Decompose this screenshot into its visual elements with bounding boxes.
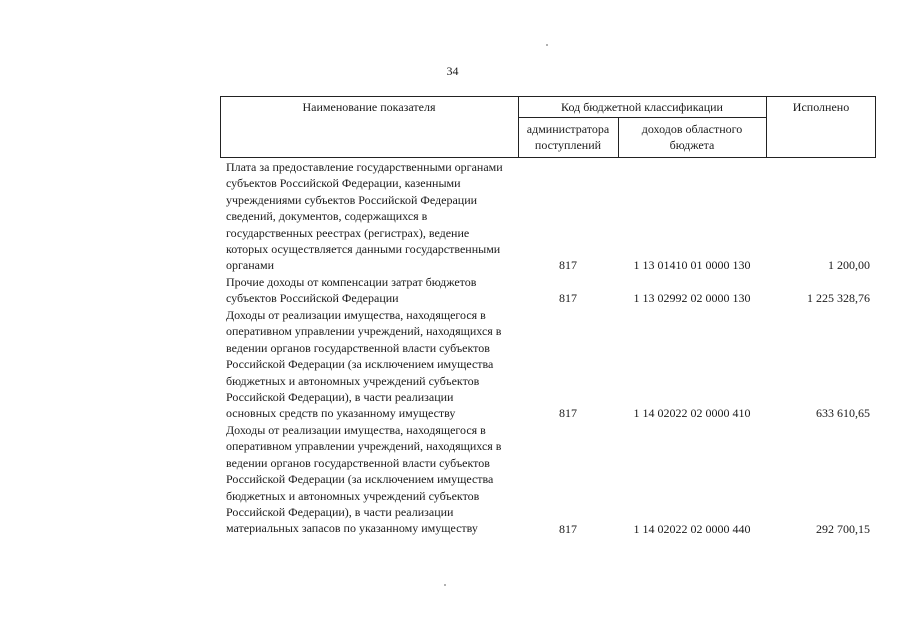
- row-name-line: оперативном управлении учреждений, находящихся в: [226, 439, 502, 454]
- row-administrator: 817: [559, 522, 577, 536]
- row-name-line: государственных реестрах (регистрах), ведение: [226, 225, 470, 240]
- row-value: 292 700,15: [816, 522, 870, 536]
- row-name-line: субъектов Российской Федерации: [226, 291, 399, 306]
- row-administrator: 817: [559, 258, 577, 272]
- row-administrator: 817: [559, 291, 577, 305]
- row-name-line: бюджетных и автономных учреждений субъектов: [226, 488, 480, 503]
- row-name-line: Плата за предоставление государственными органами: [226, 160, 503, 174]
- row-name-line: основных средств по указанному имуществу: [226, 406, 456, 421]
- row-name-line: субъектов Российской Федерации, казенными: [226, 176, 461, 191]
- row-name-line: учреждениями субъектов Российской Федерации: [226, 192, 478, 207]
- row-name-line: сведений, документов, содержащихся в: [226, 209, 428, 224]
- header-col-divider-1: [518, 96, 519, 158]
- row-code: 1 13 01410 01 0000 130: [633, 258, 751, 272]
- header-subdivider: [518, 117, 766, 118]
- row-code: 1 14 02022 02 0000 410: [633, 406, 751, 420]
- header-name: Наименование показателя: [302, 100, 436, 114]
- header-administrator: администратора поступлений: [526, 122, 610, 152]
- row-name-line: бюджетных и автономных учреждений субъектов: [226, 373, 480, 388]
- row-name-line: оперативном управлении учреждений, находящихся в: [226, 324, 502, 339]
- header-executed: Исполнено: [792, 100, 850, 114]
- row-name-line: Российской Федерации (за исключением имущества: [226, 472, 494, 487]
- header-right-border: [875, 96, 876, 158]
- header-top-border: [220, 96, 876, 97]
- row-name: [226, 159, 526, 274]
- row-name-line: ведении органов государственной власти субъектов: [226, 340, 490, 355]
- row-name-line: Российской Федерации), в части реализации: [226, 505, 454, 520]
- row-name-line: органами: [226, 258, 275, 273]
- scan-speck: [546, 44, 548, 46]
- row-code: 1 13 02992 02 0000 130: [633, 291, 751, 305]
- row-name-line: Российской Федерации (за исключением имущества: [226, 357, 494, 372]
- header-col-divider-3: [766, 96, 767, 158]
- row-value: 1 200,00: [828, 258, 870, 272]
- row-name-line: материальных запасов по указанному имуществу: [226, 521, 478, 536]
- row-name: [226, 422, 526, 537]
- row-code: 1 14 02022 02 0000 440: [633, 522, 751, 536]
- row-name-line: Российской Федерации), в части реализации: [226, 390, 454, 405]
- row-name: [226, 274, 526, 307]
- row-name-line: Доходы от реализации имущества, находящегося в: [226, 423, 486, 437]
- row-name: [226, 307, 526, 422]
- row-name-line: которых осуществляется данными государственными: [226, 242, 501, 257]
- header-regional-income: доходов областного бюджета: [641, 122, 743, 152]
- row-value: 633 610,65: [816, 406, 870, 420]
- header-budget-code: Код бюджетной классификации: [561, 100, 723, 114]
- page-number: 34: [446, 64, 459, 78]
- row-name-line: Прочие доходы от компенсации затрат бюджетов: [226, 275, 477, 289]
- row-value: 1 225 328,76: [807, 291, 870, 305]
- header-bottom-border: [220, 157, 876, 158]
- row-administrator: 817: [559, 406, 577, 420]
- row-name-line: ведении органов государственной власти субъектов: [226, 455, 490, 470]
- row-name-line: Доходы от реализации имущества, находящегося в: [226, 308, 486, 322]
- header-col-divider-2: [618, 117, 619, 158]
- header-left-border: [220, 96, 221, 158]
- scan-speck: [444, 584, 446, 586]
